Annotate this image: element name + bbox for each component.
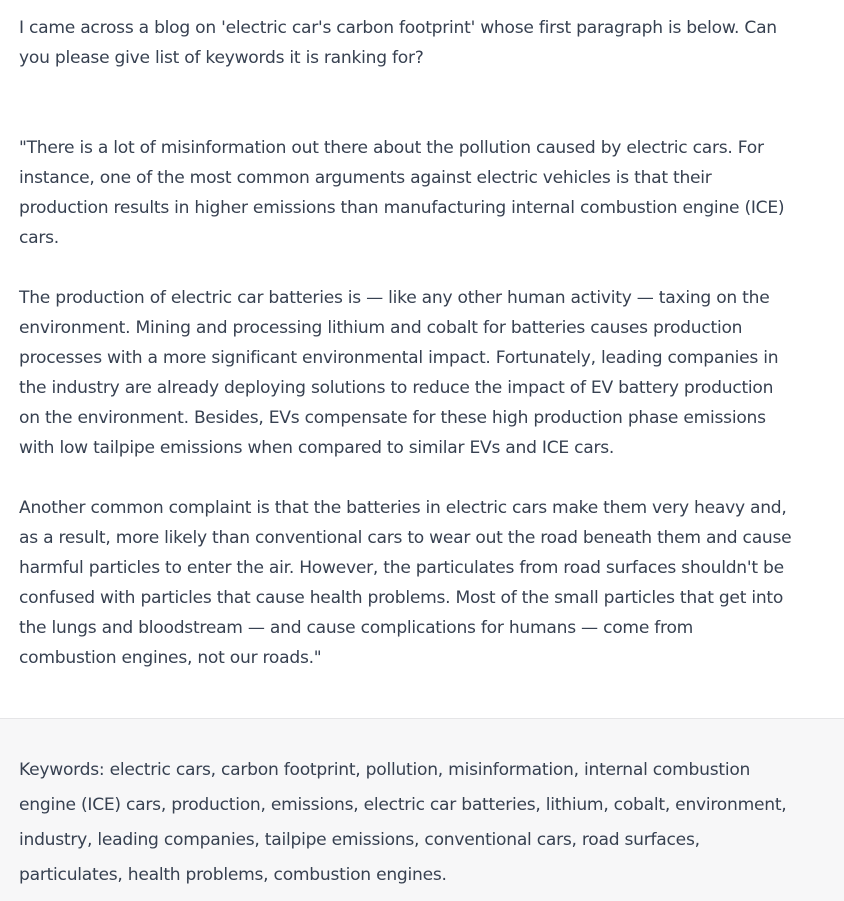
text-line: cars. [19, 228, 59, 248]
text-line: on the environment. Besides, EVs compensate for these high production phase emissions [19, 408, 766, 428]
text-line: Keywords: electric cars, carbon footprint, pollution, misinformation, internal combustion [19, 760, 751, 780]
text-line: combustion engines, not our roads." [19, 648, 322, 668]
text-line: instance, one of the most common arguments against electric vehicles is that their [19, 168, 712, 188]
text-line: harmful particles to enter the air. However, the particulates from road surfaces shouldn't be [19, 558, 784, 578]
text-line: with low tailpipe emissions when compared to similar EVs and ICE cars. [19, 438, 615, 458]
text-line: the lungs and bloodstream — and cause complications for humans — come from [19, 618, 694, 638]
text-line: confused with particles that cause health problems. Most of the small particles that get into [19, 588, 784, 608]
text-line: the industry are already deploying solutions to reduce the impact of EV battery production [19, 378, 774, 398]
text-line: as a result, more likely than conventional cars to wear out the road beneath them and cause [19, 528, 792, 548]
text-line: The production of electric car batteries is — like any other human activity — taxing on the [19, 288, 770, 308]
text-line: industry, leading companies, tailpipe emissions, conventional cars, road surfaces, [19, 830, 700, 850]
text-line: "There is a lot of misinformation out there about the pollution caused by electric cars. For [19, 138, 764, 158]
text-line: engine (ICE) cars, production, emissions, electric car batteries, lithium, cobalt, environment, [19, 795, 787, 815]
text-line: production results in higher emissions than manufacturing internal combustion engine (ICE) [19, 198, 785, 218]
text-line: Another common complaint is that the batteries in electric cars make them very heavy and, [19, 498, 787, 518]
text-line: I came across a blog on 'electric car's carbon footprint' whose first paragraph is below. Can [19, 18, 777, 38]
text-line: processes with a more significant environmental impact. Fortunately, leading companies in [19, 348, 779, 368]
quoted-paragraph-2 [19, 283, 834, 463]
user-question [19, 13, 834, 73]
assistant-message [0, 718, 844, 901]
quoted-paragraph-3 [19, 493, 834, 673]
text-line: environment. Mining and processing lithium and cobalt for batteries causes production [19, 318, 743, 338]
text-line: particulates, health problems, combustion engines. [19, 865, 447, 885]
quoted-paragraph-1 [19, 133, 834, 253]
text-line: you please give list of keywords it is ranking for? [19, 48, 424, 68]
keywords-reply [19, 753, 834, 893]
